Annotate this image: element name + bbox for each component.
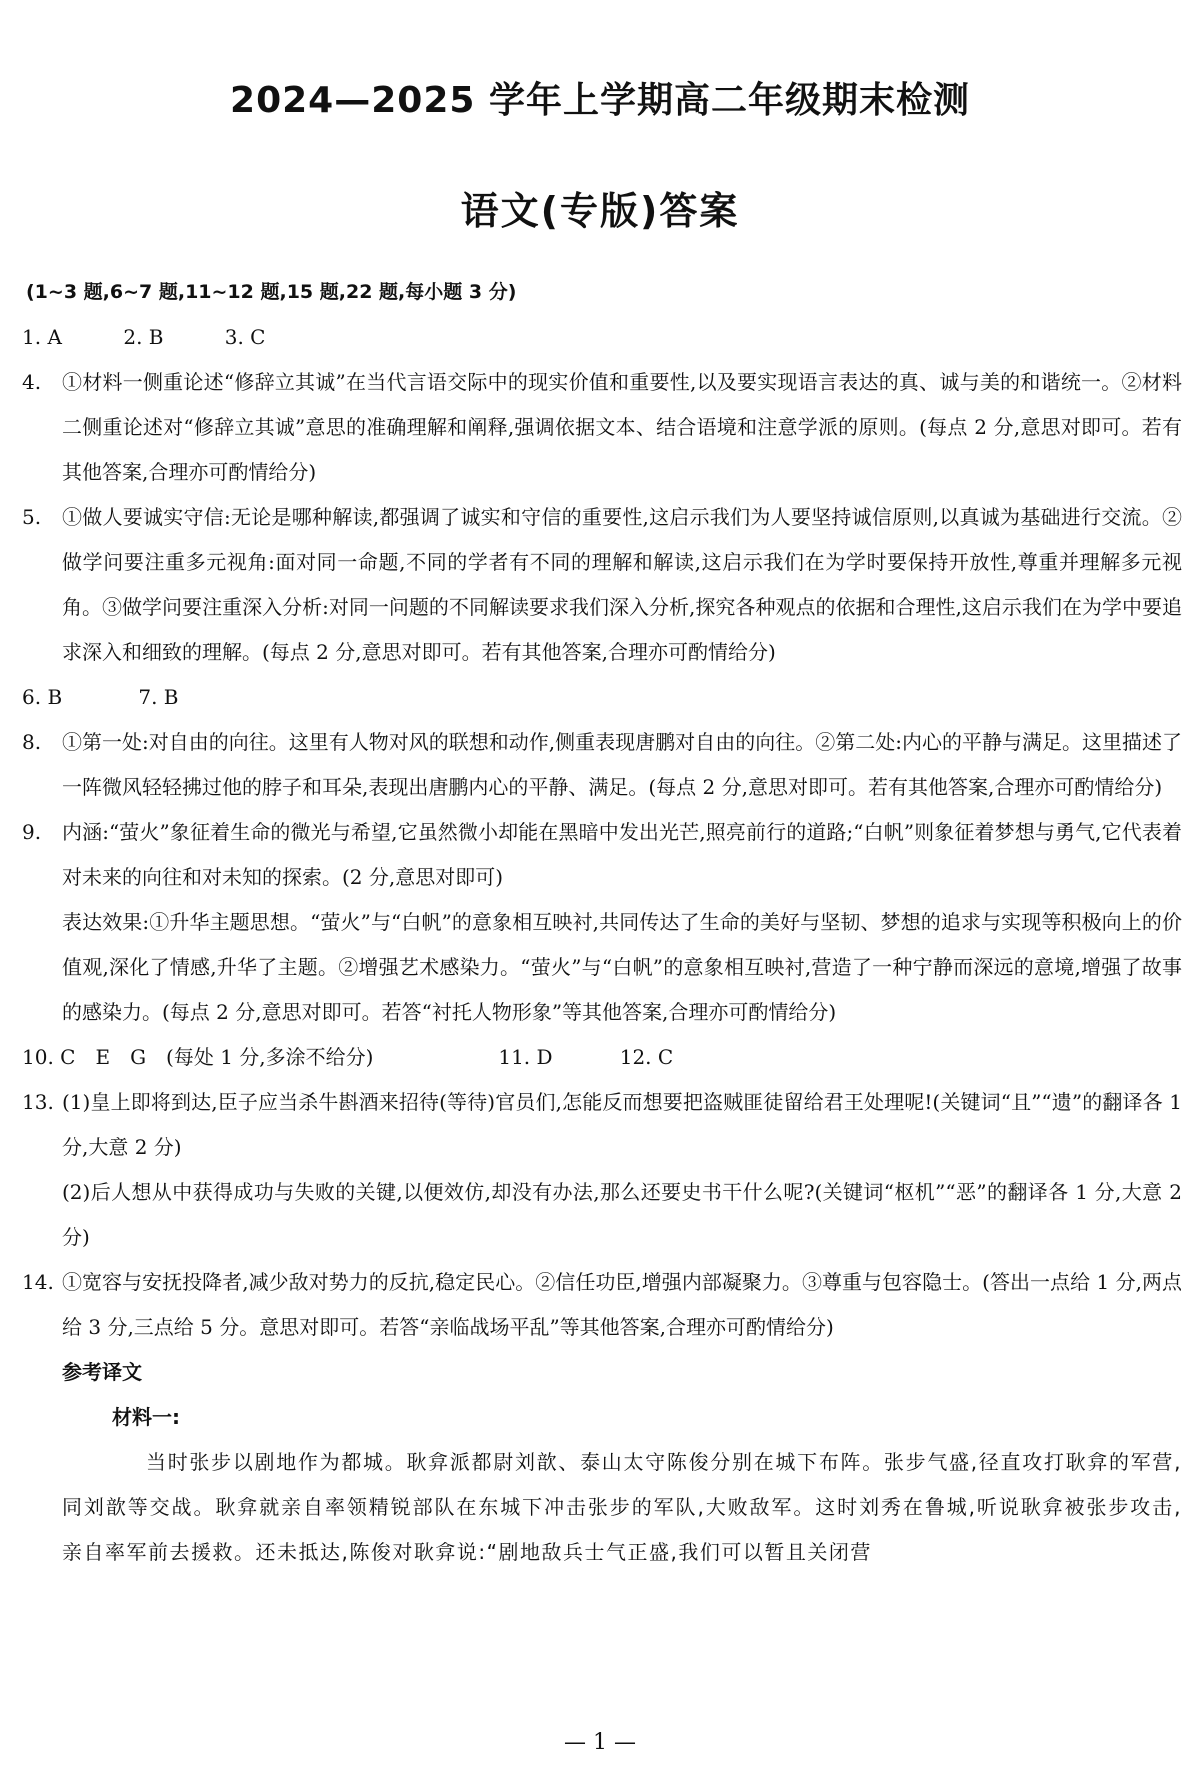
answer-14 (22, 1260, 1182, 1350)
answer-6: 6. B (22, 685, 63, 709)
answer-8-text: ①第一处:对自由的向往。这里有人物对风的联想和动作,侧重表现唐鹏对自由的向往。②第二处:内心的平静与满足。这里描述了一阵微风轻轻拂过他的脖子和耳朵,表现出唐鹏内心的平静、满足。(每点 2 分,意思对即可。若有其他答案,合理亦可酌情给分) (62, 730, 1182, 799)
answer-2: 2. B (123, 325, 164, 349)
answer-4-text: ①材料一侧重论述“修辞立其诚”在当代言语交际中的现实价值和重要性,以及要实现语言表达的真、诚与美的和谐统一。②材料二侧重论述对“修辞立其诚”意思的准确理解和阐释,强调依据文本、结合语境和注意学派的原则。(每点 2 分,意思对即可。若有其他答案,合理亦可酌情给分) (62, 370, 1182, 484)
answer-9-effect: 表达效果:①升华主题思想。“萤火”与“白帆”的意象相互映衬,共同传达了生命的美好与坚韧、梦想的追求与实现等积极向上的价值观,深化了情感,升华了主题。②增强艺术感染力。“萤火”与“白帆”的意象相互映衬,营造了一种宁静而深远的意境,增强了故事的感染力。(每点 2 分,意思对即可。若答“衬托人物形象”等其他答案,合理亦可酌情给分) (62, 910, 1182, 1024)
answer-9-meaning: 内涵:“萤火”象征着生命的微光与希望,它虽然微小却能在黑暗中发出光芒,照亮前行的道路;“白帆”则象征着梦想与勇气,它代表着对未来的向往和对未知的探索。(2 分,意思对即可) (62, 820, 1182, 889)
reference-translation-title: 参考译文 (62, 1360, 142, 1384)
answer-5 (22, 495, 1182, 675)
answer-9-number: 9. (22, 820, 42, 844)
answer-row-10-12 (22, 1035, 1182, 1080)
answer-1: 1. A (22, 325, 62, 349)
answer-14-number: 14. (22, 1270, 54, 1294)
answer-10: 10. C E G (每处 1 分,多涂不给分) (22, 1045, 374, 1069)
answer-13 (22, 1080, 1182, 1260)
page-number: — 1 — (564, 1730, 636, 1755)
answer-9 (22, 810, 1182, 1035)
page-subtitle: 语文(专版)答案 (460, 189, 740, 233)
answer-5-number: 5. (22, 505, 42, 529)
answer-3: 3. C (224, 325, 266, 349)
answer-5-text: ①做人要诚实守信:无论是哪种解读,都强调了诚实和守信的重要性,这启示我们为人要坚持诚信原则,以真诚为基础进行交流。②做学问要注重多元视角:面对同一命题,不同的学者有不同的理解和解读,这启示我们在为学时要保持开放性,尊重并理解多元视角。③做学问要注重深入分析:对同一问题的不同解读要求我们深入分析,探究各种观点的依据和合理性,这启示我们在为学中要追求深入和细致的理解。(每点 2 分,意思对即可。若有其他答案,合理亦可酌情给分) (62, 505, 1182, 664)
answer-12: 12. C (619, 1045, 674, 1069)
answer-11: 11. D (498, 1045, 553, 1069)
answer-row-1-3 (22, 315, 1182, 360)
material-one-title: 材料一: (112, 1405, 180, 1429)
answer-4-number: 4. (22, 370, 42, 394)
answer-content (22, 270, 1182, 1575)
answer-row-6-7 (22, 675, 1182, 720)
answer-8-number: 8. (22, 730, 42, 754)
answer-13-part-2: (2)后人想从中获得成功与失败的关键,以便效仿,却没有办法,那么还要史书干什么呢?(关键词“枢机”“恶”的翻译各 1 分,大意 2 分) (62, 1180, 1182, 1249)
answer-7: 7. B (138, 685, 179, 709)
answer-13-number: 13. (22, 1090, 54, 1114)
page-title: 2024—2025 学年上学期高二年级期末检测 (230, 80, 970, 121)
score-note: (1~3 题,6~7 题,11~12 题,15 题,22 题,每小题 3 分) (26, 281, 517, 303)
answer-8 (22, 720, 1182, 810)
answer-13-part-1: (1)皇上即将到达,臣子应当杀牛斟酒来招待(等待)官员们,怎能反而想要把盗贼匪徒留给君王处理呢!(关键词“且”“遗”的翻译各 1 分,大意 2 分) (62, 1090, 1182, 1159)
reference-translation-text: 当时张步以剧地作为都城。耿弇派都尉刘歆、泰山太守陈俊分别在城下布阵。张步气盛,径直攻打耿弇的军营,同刘歆等交战。耿弇就亲自率领精锐部队在东城下冲击张步的军队,大败敌军。这时刘秀在鲁城,听说耿弇被张步攻击,亲自率军前去援救。还未抵达,陈俊对耿弇说:“剧地敌兵士气正盛,我们可以暂且关闭营 (62, 1450, 1182, 1564)
answer-14-text: ①宽容与安抚投降者,减少敌对势力的反抗,稳定民心。②信任功臣,增强内部凝聚力。③尊重与包容隐士。(答出一点给 1 分,两点给 3 分,三点给 5 分。意思对即可。若答“亲临战场平乱”等其他答案,合理亦可酌情给分) (62, 1270, 1182, 1339)
answer-4 (22, 360, 1182, 495)
